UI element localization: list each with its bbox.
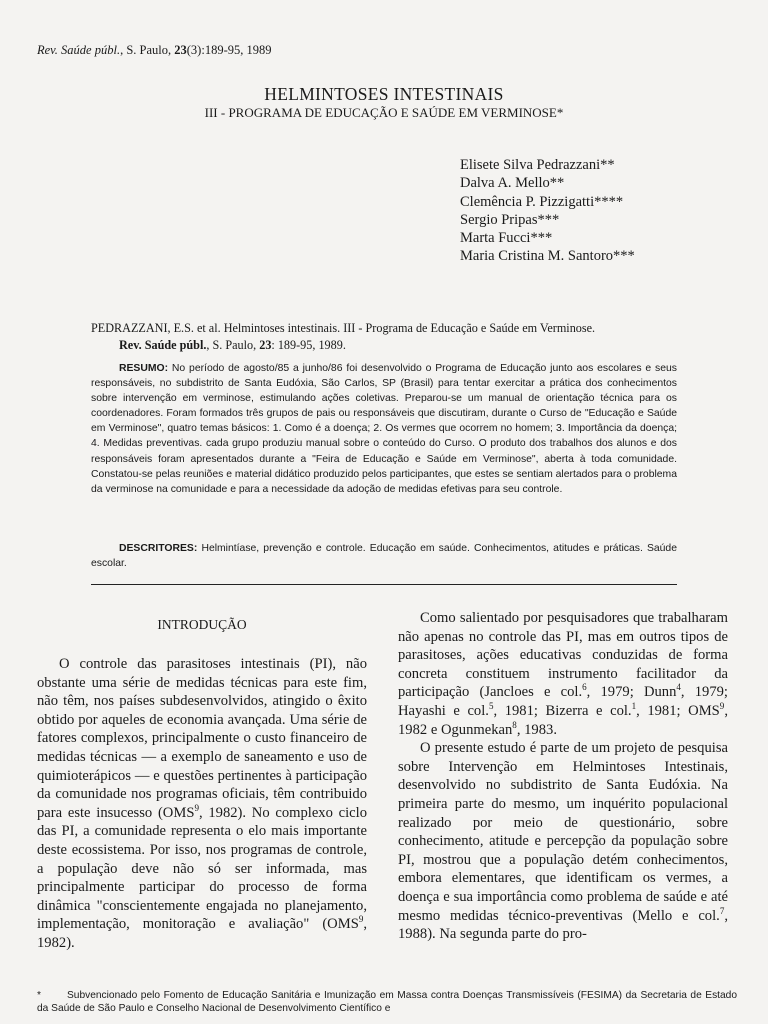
text-run: , 1979; Hayashi e col. xyxy=(398,684,728,719)
author: Clemência P. Pizzigatti**** xyxy=(460,193,624,210)
text-run: , 1979; Dunn xyxy=(586,684,677,701)
author: Sergio Pripas*** xyxy=(460,211,560,228)
text-run: , 1982). xyxy=(37,916,367,951)
reference-number: 4 xyxy=(676,682,681,693)
journal-location: , S. Paulo, xyxy=(120,43,175,57)
reference-number: 5 xyxy=(488,701,494,712)
author: Dalva A. Mello** xyxy=(460,175,565,192)
journal-name: Rev. Saúde públ. xyxy=(37,43,121,57)
article-title: HELMINTOSES INTESTINAIS xyxy=(264,84,504,104)
author-list xyxy=(460,156,635,266)
abstract-label: RESUMO: xyxy=(119,363,169,374)
footnote-mark: * xyxy=(37,990,41,1001)
journal-issue-pages: (3):189-95, 1989 xyxy=(186,43,272,57)
text-run: , 1982 e Ogunmekan xyxy=(398,702,728,738)
text-run: , 1981; Bizerra e col. xyxy=(493,702,632,719)
left-column xyxy=(37,655,367,953)
journal-volume: 23 xyxy=(174,43,187,57)
paragraph xyxy=(37,655,367,953)
text-run: Como salientado por pesquisadores que trabalharam não apenas no controle das PI, mas em outros tipos de parasitoses, ações educativas conduzidas de forma concreta constituem instrumento facilitador da participação (Jancloes e col. xyxy=(398,610,728,701)
descriptors xyxy=(91,541,677,571)
reference-number: 8 xyxy=(512,719,517,730)
reference-number: 9 xyxy=(719,701,725,712)
paragraph xyxy=(398,739,728,944)
paragraph xyxy=(398,609,728,739)
author: Marta Fucci*** xyxy=(460,230,553,247)
article-subtitle: III - PROGRAMA DE EDUCAÇÃO E SAÚDE EM VERMINOSE* xyxy=(204,105,564,120)
citation-reference: PEDRAZZANI, E.S. et al. Helmintoses intestinais. III - Programa de Educação e Saúde em Verminose. xyxy=(91,321,596,335)
journal-header xyxy=(37,43,271,58)
reference-number: 6 xyxy=(582,682,587,693)
citation-location: , S. Paulo, xyxy=(206,338,260,352)
reference-number: 9 xyxy=(358,914,364,925)
citation-source xyxy=(91,337,691,354)
section-heading-introduction: INTRODUÇÃO xyxy=(157,617,247,632)
section-divider xyxy=(91,584,677,585)
citation-pages: : 189-95, 1989. xyxy=(271,338,346,352)
text-run: O controle das parasitoses intestinais (PI), não obstante uma série de medidas técnicas para este fim, não têm, nos países subdesenvolvidos, atingido o êxito obtido por aqueles de economia avançada. Uma série de fatores complexos, principalmente o custo financeiro de medidas técnicas — a exemplo de saneamento e uso de quimioterápicos — e questões pertinentes à participação da comunidade nos programas oficiais, têm contribuido para este insucesso (OMS xyxy=(37,656,367,821)
author: Elisete Silva Pedrazzani** xyxy=(460,157,615,173)
descriptors-label: DESCRITORES: xyxy=(119,543,198,554)
right-column xyxy=(398,609,728,944)
footnote xyxy=(37,989,737,1015)
text-run: O presente estudo é parte de um projeto de pesquisa sobre Intervenção em Helmintoses Intestinais, desenvolvido no subdistrito de Santa Eudóxia. Na primeira parte do mesmo, um inquérito populacional realizado por meio de questionário, sobre conhecimento, atitude e percepção da população sobre PI, mostrou que a população detém conhecimentos, embora elementares, que identificam os vermes, a doença e sua importância como problema de saúde e até mesmo medidas técnico-preventivas (Mello e col. xyxy=(398,740,728,924)
footnote-text: Subvencionado pelo Fomento de Educação Sanitária e Imunização em Massa contra Doenças Transmissíveis (FESIMA) da Secretaria de Estado da Saúde de São Paulo e Conselho Nacional de Desenvolvimento Científico e xyxy=(37,990,737,1014)
reference-number: 9 xyxy=(194,802,199,813)
reference-number: 1 xyxy=(631,701,637,712)
abstract xyxy=(91,361,677,497)
citation-volume: 23 xyxy=(259,338,272,352)
text-run: , 1988). Na segunda parte do pro- xyxy=(398,907,728,943)
descriptors-text: Helmintíase, prevenção e controle. Educação em saúde. Conhecimentos, atitudes e práticas. Saúde escolar. xyxy=(91,543,677,570)
citation-block xyxy=(91,320,691,354)
reference-number: 7 xyxy=(719,905,725,916)
text-run: , 1983. xyxy=(516,721,557,738)
abstract-text: No período de agosto/85 a junho/86 foi desenvolvido o Programa de Educação junto aos escolares e seus responsáveis, no subdistrito de Santa Eudóxia, São Carlos, SP (Brasil) para tentar exercitar a prática dos conhecimentos sobre intervenção em verminose, estimulando ações coletivas. Preparou-se um manual de orientação técnica para os coordenadores. Foram formados três grupos de pais ou responsáveis que discutiram, durante o Curso de "Educação e Saúde em Verminose", quatro temas básicos: 1. Como é a doença; 2. Os vermes que ocorrem no homem; 3. Importância da doença; 4. Medidas preventivas. cada grupo produziu manual sobre o conteúdo do Curso. O produto dos trabalhos dos alunos e dos responsáveis foram apresentados durante a "Feira de Educação e Saúde em Verminose", aberta à toda comunidade. Constatou-se pelas reuniões e material didático produzido pelos participantes, que estes se sentiam alertados para o problema da verminose na comunidade e para a necessidade da adoção de medidas efetivas para seu controle. xyxy=(91,363,677,495)
author: Maria Cristina M. Santoro*** xyxy=(460,248,635,265)
citation-journal: Rev. Saúde públ. xyxy=(119,338,207,352)
text-run: , 1982). No complexo ciclo das PI, a comunidade representa o elo mais importante deste ecossistema. Por isso, nos programas de controle, a população deve não só ser informada, mas principalmente participar do processo de forma dinâmica "conscientemente engajada no planejamento, implementação, monitoração e avaliação" (OMS xyxy=(37,804,367,933)
text-run: , 1981; OMS xyxy=(636,702,720,719)
